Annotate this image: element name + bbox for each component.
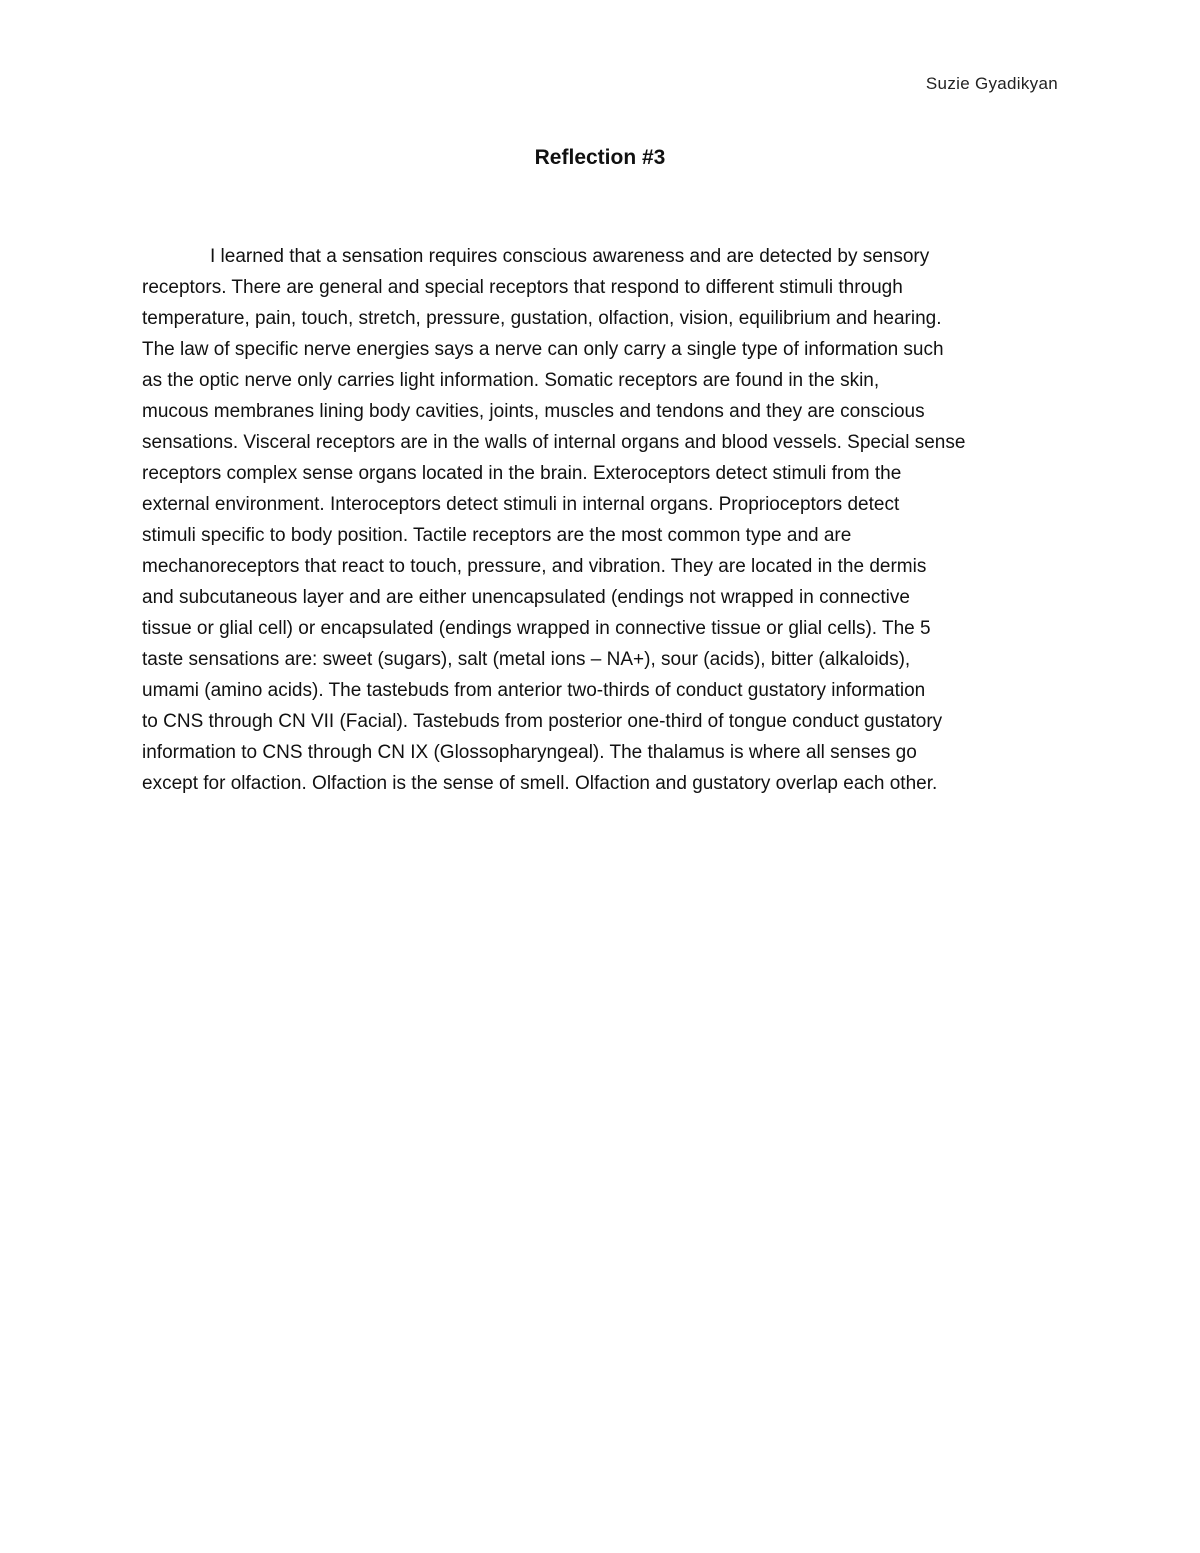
paragraph-line: mechanoreceptors that react to touch, pressure, and vibration. They are located in the dermis (142, 556, 927, 577)
paragraph-line: receptors complex sense organs located in the brain. Exteroceptors detect stimuli from the (142, 463, 902, 484)
paragraph-line: as the optic nerve only carries light information. Somatic receptors are found in the skin, (142, 370, 880, 391)
paragraph-line: mucous membranes lining body cavities, joints, muscles and tendons and they are conscious (142, 401, 925, 422)
paragraph-line: sensations. Visceral receptors are in the walls of internal organs and blood vessels. Special sense (142, 432, 966, 453)
paragraph-line: tissue or glial cell) or encapsulated (endings wrapped in connective tissue or glial cells). The 5 (142, 618, 931, 639)
paragraph-line: umami (amino acids). The tastebuds from anterior two-thirds of conduct gustatory information (142, 680, 926, 701)
paragraph-line: taste sensations are: sweet (sugars), salt (metal ions – NA+), sour (acids), bitter (alkaloids), (142, 649, 911, 670)
page-title: Reflection #3 (534, 146, 666, 169)
paragraph-line: stimuli specific to body position. Tactile receptors are the most common type and are (142, 525, 852, 546)
paragraph-line: external environment. Interoceptors detect stimuli in internal organs. Proprioceptors detect (142, 494, 900, 515)
paragraph-line: The law of specific nerve energies says a nerve can only carry a single type of information such (142, 339, 944, 360)
paragraph-line: information to CNS through CN IX (Glossopharyngeal). The thalamus is where all senses go (142, 742, 917, 763)
paragraph-line: I learned that a sensation requires conscious awareness and are detected by sensory (210, 246, 930, 267)
paragraph-line: and subcutaneous layer and are either unencapsulated (endings not wrapped in connective (142, 587, 910, 608)
paragraph-line: except for olfaction. Olfaction is the sense of smell. Olfaction and gustatory overlap each other. (142, 773, 938, 794)
reflection-paragraph (142, 241, 1062, 799)
paragraph-line: to CNS through CN VII (Facial). Tastebuds from posterior one-third of tongue conduct gustatory (142, 711, 943, 732)
paragraph-line: receptors. There are general and special receptors that respond to different stimuli through (142, 277, 903, 298)
paragraph-line: temperature, pain, touch, stretch, pressure, gustation, olfaction, vision, equilibrium and hearing. (142, 308, 942, 329)
author-name: Suzie Gyadikyan (925, 74, 1058, 93)
